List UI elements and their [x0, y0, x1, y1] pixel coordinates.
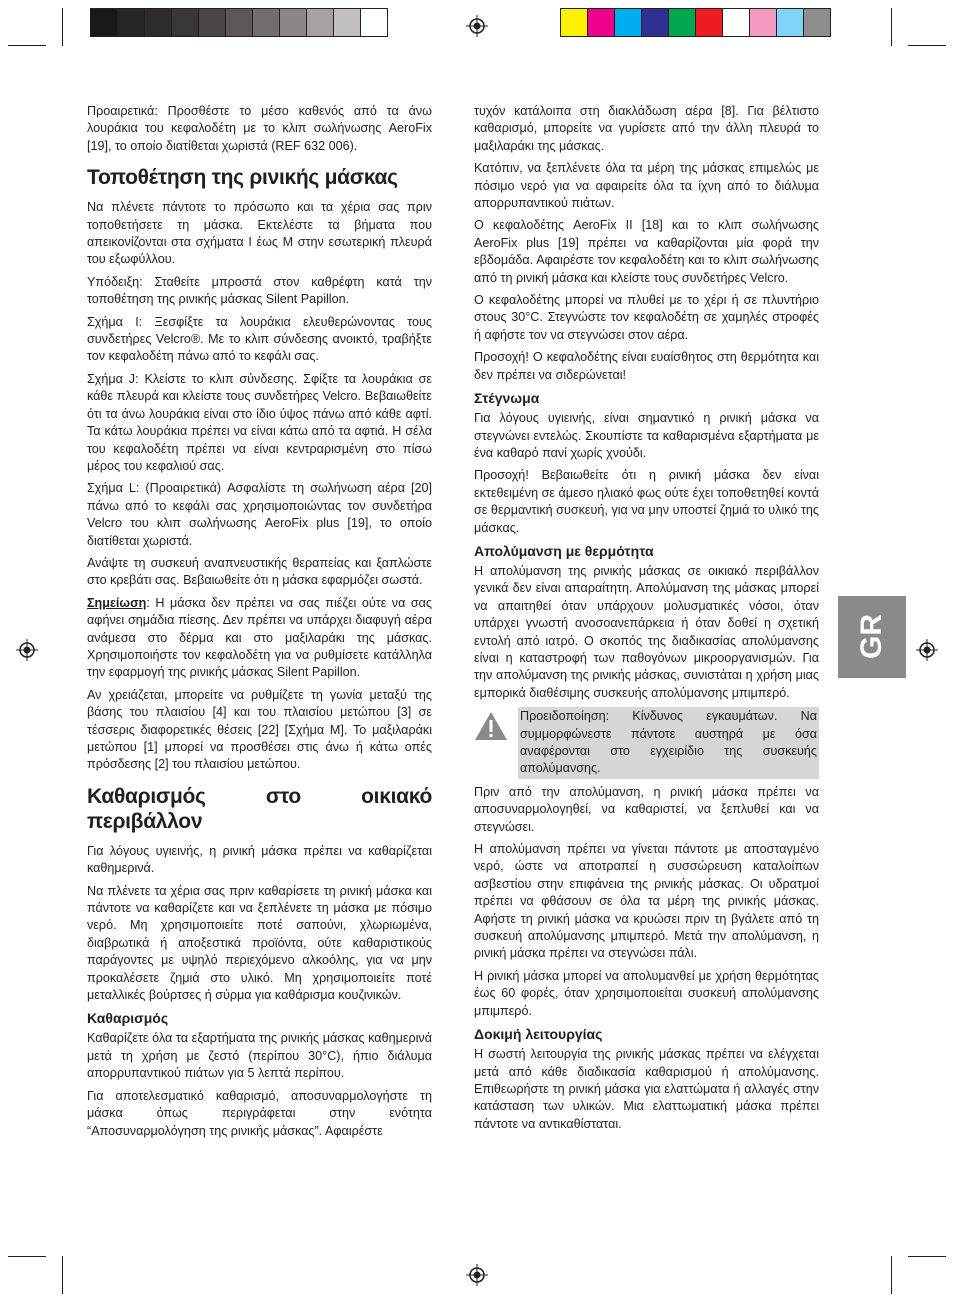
warning-block: [474, 707, 819, 779]
crop-mark: [908, 1256, 946, 1257]
disinfection-subheading: Απολύμανση με θερμότητα: [474, 542, 654, 559]
gray-swatch: [91, 9, 118, 36]
warning-triangle-icon: [474, 707, 518, 746]
fitting-paragraph: Ανάψτε τη συσκευή αναπνευστικής θεραπείας και ξαπλώστε στο κρεβάτι σας. Βεβαιωθείτε ότι η μάσκα εφαρμόζει σωστά.: [87, 555, 432, 588]
gray-swatch: [226, 9, 253, 36]
gray-swatch: [253, 9, 280, 36]
registration-mark-icon: [466, 1264, 488, 1286]
note-label: Σημείωση: [87, 595, 147, 610]
language-tab: [838, 596, 906, 678]
color-swatch: [750, 9, 777, 36]
language-tab-label: GR: [855, 614, 888, 659]
warning-text: Προειδοποίηση: Κίνδυνος εγκαυμάτων. Να συμμορφώνεστε πάντοτε αυστηρά με όσα αναφέρονται στο εγχειρίδιο της συσκευής απολύμανσης.: [518, 707, 819, 779]
crop-mark: [62, 1256, 63, 1294]
cleaning-paragraph: Για λόγους υγιεινής, η ρινική μάσκα πρέπει να καθαρίζεται καθημερινά.: [87, 843, 432, 876]
function-test-paragraph: Η σωστή λειτουργία της ρινικής μάσκας πρέπει να ελέγχεται μετά από κάθε διαδικασία καθαρισμού ή απολύμανσης. Επιθεωρήστε τη ρινική μάσκα για ελαττώματα ή αλλαγές στην κατάσταση των υλικών. Μια ελαττωματική μάσκα πρέπει πάντοτε να αντικαθίσταται.: [474, 1047, 819, 1131]
fitting-paragraph: Να πλένετε πάντοτε το πρόσωπο και τα χέρια σας πριν τοποθετήσετε τη μάσκα. Εκτελέστε τα βήματα που απεικονίζονται στα σχήματα I έως M στην εσωτερική πλευρά του εξωφύλλου.: [87, 200, 432, 267]
grayscale-color-bar: [90, 8, 388, 37]
color-swatch: [696, 9, 723, 36]
cleaning-paragraph: Ο κεφαλοδέτης AeroFix II [18] και το κλιπ σωλήνωσης AeroFix plus [19] πρέπει να καθαρίζονται μία φορά την εβδομάδα. Αφαιρέστε τον κεφαλοδέτη και το κλιπ σωλήνωσης από τη ρινική μάσκα και κλείστε τους συνδετήρες Velcro.: [474, 218, 819, 285]
fitting-heading: Τοποθέτηση της ρινικής μάσκας: [87, 166, 398, 190]
drying-paragraph: Για λόγους υγιεινής, είναι σημαντικό η ρινική μάσκα να στεγνώνει εντελώς. Σκουπίστε τα καθαρισμένα εξαρτήματα με ένα καθαρό πανί χωρίς χνούδι.: [474, 411, 819, 460]
color-swatch: [804, 9, 830, 36]
gray-swatch: [118, 9, 145, 36]
fitting-paragraph: Υπόδειξη: Σταθείτε μπροστά στον καθρέφτη κατά την τοποθέτηση της ρινικής μάσκας Silent Papillon.: [87, 274, 432, 307]
function-test-subheading: Δοκιμή λειτουργίας: [474, 1026, 603, 1043]
gray-swatch: [280, 9, 307, 36]
gray-swatch: [199, 9, 226, 36]
crop-mark: [891, 1256, 892, 1294]
color-swatch: [777, 9, 804, 36]
disinfection-paragraph: Η απολύμανση πρέπει να γίνεται πάντοτε με αποσταγμένο νερό, ώστε να αποτραπεί η συσσώρευση καταλοίπων ασβεστίου στην επιφάνεια της ρινικής μάσκας. Οι υδρατμοί πρέπει να φθάσουν σε όλα τα μέρη της ρινικής μάσκας. Αφήστε τη ρινική μάσκα να κρυώσει πριν τη βγάλετε από τη συσκευή απολύμανσης μπιμπερό. Μετά την απολύμανση, η ρινική μάσκα πρέπει να στεγνώσει πάλι.: [474, 842, 819, 961]
registration-mark-icon: [16, 639, 38, 661]
disinfection-paragraph: Η απολύμανση της ρινικής μάσκας σε οικιακό περιβάλλον γενικά δεν είναι απαραίτητη. Απολύμανση της μάσκας μπορεί να απαιτηθεί όταν υπάρχουν μολυσματικές νόσοι, όταν υπάρχει γνωστή ανοσοανεπάρκεια ή όταν δοθεί η σχετική εντολή από ιατρό. Ο σκοπός της διαδικασίας απολύμανσης είναι η καταστροφή των παθογόνων μικροοργανισμών. Για την απολύμανση της ρινικής μάσκας, συνιστάται η χρήση μιας εμπορικά διαθέσιμης συσκευής απολύμανσης μπιμπερό.: [474, 563, 819, 700]
fitting-paragraph: Σχήμα L: (Προαιρετικά) Ασφαλίστε τη σωλήνωση αέρα [20] πάνω από το κεφάλι σας χρησιμοποιώντας τον συνδετήρα Velcro του κλιπ σωλήνωσης AeroFix plus [19], το οποίο διατίθεται χωριστά.: [87, 481, 432, 548]
cleaning-paragraph: Καθαρίζετε όλα τα εξαρτήματα της ρινικής μάσκας καθημερινά μετά τη χρήση με ζεστό (περίπου 30°C), ήπιο διάλυμα απορρυπαντικού πιάτων για 5 λεπτά περίπου.: [87, 1031, 432, 1081]
caution-paragraph: Προσοχή! Ο κεφαλοδέτης είναι ευαίσθητος στη θερμότητα και δεν πρέπει να σιδερώνεται!: [474, 350, 819, 382]
right-column: [474, 103, 819, 1138]
left-column: [87, 103, 432, 1145]
gray-swatch: [145, 9, 172, 36]
registration-mark-icon: [466, 15, 488, 37]
gray-swatch: [172, 9, 199, 36]
disinfection-paragraph: Η ρινική μάσκα μπορεί να απολυμανθεί με χρήση θερμότητας έως 60 φορές, όταν χρησιμοποιείται συσκευή απολύμανσης μπιμπερό.: [474, 968, 819, 1018]
crop-mark: [891, 8, 892, 46]
fitting-paragraph: Σχήμα J: Κλείστε το κλιπ σύνδεσης. Σφίξτε τα λουράκια σε κάθε πλευρά και κλείστε τους συνδετήρες Velcro. Βεβαιωθείτε ότι τα άνω λουράκια είναι στο ίδιο ύψος πάνω από κάθε αφτί. Τα κάτω λουράκια πρέπει να είναι κάτω από τα αφτιά. Η σέλα του κεφαλοδέτη πρέπει να είναι κεντραρισμένη στο πίσω μέρος του κεφαλιού σας.: [87, 371, 432, 473]
fitting-paragraph: Αν χρειάζεται, μπορείτε να ρυθμίζετε τη γωνία μεταξύ της βάσης του πλαισίου [4] και του πλαισίου μετώπου [3] σε τέσσερις διαφορετικές θέσεις [22] [Σχήμα M]. Το μαξιλαράκι μετώπου [1] μπορεί να προσθέσει στις άνω ή κάτω οπές πρόσδεσης [2] του πλαισίου μετώπου.: [87, 687, 432, 772]
cleaning-paragraph: τυχόν κατάλοιπα στη διακλάδωση αέρα [8]. Για βέλτιστο καθαρισμό, μπορείτε να γυρίσετε από την άλλη πλευρά το μαξιλαράκι της μάσκας.: [474, 104, 819, 153]
drying-subheading: Στέγνωμα: [474, 390, 540, 407]
drying-paragraph: Προσοχή! Βεβαιωθείτε ότι η ρινική μάσκα δεν είναι εκτεθειμένη σε άμεσο ηλιακό φως ούτε έχει τοποθετηθεί κοντά σε θερμαντική συσκευή, για να μην υποστεί ζημιά το υλικό της μάσκας.: [474, 468, 819, 535]
color-swatch: [615, 9, 642, 36]
cleaning-paragraph: Να πλένετε τα χέρια σας πριν καθαρίσετε τη ρινική μάσκα και πάντοτε να καθαρίζετε και να ξεπλένετε τη μάσκα με πόσιμο νερό. Μη χρησιμοποιείτε ποτέ σαπούνι, χλωριωμένα, διαβρωτικά ή αποξεστικά προϊόντα, ούτε καθαριστικούς παράγοντες με υψηλό περιεχόμενο αλκοόλης, για να μην προκαλέσετε ζημιά στο υλικό. Μη χρησιμοποιείτε ποτέ μεταλλικές βούρτσες ή σύρμα για καθάρισμα κουζινικών.: [87, 883, 432, 1003]
note-text: : Η μάσκα δεν πρέπει να σας πιέζει ούτε να σας αφήνει σημάδια πίεσης. Δεν πρέπει να υπάρχει διαφυγή αέρα ανάμεσα στο δέρμα και στο μαξιλαράκι της μάσκας. Χρησιμοποιήστε τον κεφαλοδέτη για να ρυθμίσετε κατάλληλα την εφαρμογή της ρινικής μάσκας Silent Papillon.: [87, 595, 432, 680]
gray-swatch: [334, 9, 361, 36]
crop-mark: [8, 45, 46, 46]
note-paragraph: [87, 595, 432, 682]
cleaning-paragraph: Ο κεφαλοδέτης μπορεί να πλυθεί με το χέρι ή σε πλυντήριο στους 30°C. Στεγνώστε τον κεφαλοδέτη σε χαμηλές στροφές ή αφήστε τον να στεγνώσει στον αέρα.: [474, 293, 819, 342]
gray-swatch: [361, 9, 387, 36]
fitting-paragraph: Σχήμα I: Ξεσφίξτε τα λουράκια ελευθερώνοντας τους συνδετήρες Velcro®. Με το κλιπ σύνδεσης ανοικτό, τραβήξτε τον κεφαλοδέτη πάνω από το κεφάλι σας.: [87, 314, 432, 364]
intro-paragraph: Προαιρετικά: Προσθέστε το μέσο καθενός από τα άνω λουράκια του κεφαλοδέτη με το κλιπ σωλήνωσης AeroFix [19], το οποίο διατίθεται χωριστά (REF 632 006).: [87, 104, 432, 153]
crop-mark: [62, 8, 63, 46]
cleaning-heading: Καθαρισμός στο οικιακό περιβάλλον: [87, 784, 432, 833]
color-swatch: [588, 9, 615, 36]
cleaning-subheading: Καθαρισμός: [87, 1010, 169, 1027]
cleaning-paragraph: Για αποτελεσματικό καθαρισμό, αποσυναρμολογήστε τη μάσκα όπως περιγράφεται στην ενότητα “Αποσυναρμολόγηση της ρινικής μάσκας”. Αφαιρέστε: [87, 1088, 432, 1138]
cmyk-color-bar: [560, 8, 831, 37]
color-swatch: [723, 9, 750, 36]
crop-mark: [8, 1256, 46, 1257]
color-swatch: [642, 9, 669, 36]
color-swatch: [669, 9, 696, 36]
color-swatch: [561, 9, 588, 36]
registration-mark-icon: [916, 639, 938, 661]
disinfection-paragraph: Πριν από την απολύμανση, η ρινική μάσκα πρέπει να αποσυναρμολογηθεί, να καθαριστεί, να ξεπλυθεί και να στεγνώσει.: [474, 784, 819, 834]
cleaning-paragraph: Κατόπιν, να ξεπλένετε όλα τα μέρη της μάσκας επιμελώς με πόσιμο νερό για να αφαιρείτε όλα τα ίχνη από το διάλυμα απορρυπαντικού πιάτων.: [474, 161, 819, 211]
crop-mark: [908, 45, 946, 46]
gray-swatch: [307, 9, 334, 36]
